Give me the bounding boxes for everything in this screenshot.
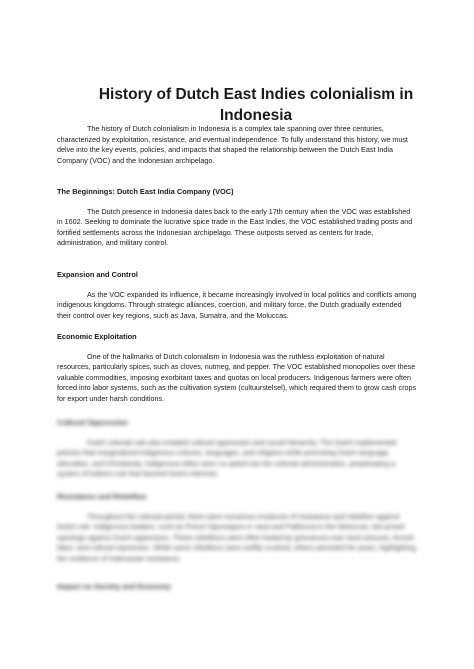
- section-heading: Expansion and Control: [57, 270, 138, 279]
- intro-section: [57, 124, 417, 166]
- blurred-section-cultural: [57, 418, 417, 480]
- blurred-section-resistance: [57, 492, 417, 565]
- section-paragraph: Dutch colonial rule also entailed cultural oppression and social hierarchy. The Dutch implemented policies that marginalized indigenous cultures, languages, and religions while promoting Dutch language, education, and Christianity. Indigenous elites were co-opted into the colonial administration, perpetuating a system of indirect rule that favored Dutch interests.: [57, 437, 397, 479]
- section-heading: Resistance and Rebellion: [57, 492, 147, 501]
- section-heading: Cultural Oppression: [57, 418, 129, 427]
- section-expansion: [57, 270, 417, 321]
- section-paragraph: As the VOC expanded its influence, it became increasingly involved in local politics and conflicts among indigenous kingdoms. Through strategic alliances, coercion, and military force, the Dutch gradually extended their control over key regions, such as Java, Sumatra, and the Moluccas.: [57, 289, 417, 320]
- section-heading: The Beginnings: Dutch East India Company (VOC): [57, 187, 234, 196]
- blurred-section-impact: [57, 582, 417, 593]
- section-paragraph: One of the hallmarks of Dutch colonialism in Indonesia was the ruthless exploitation of natural resources, particularly spices, such as cloves, nutmeg, and pepper. The VOC established monopolies over these valuable commodities, imposing exorbitant taxes and quotas on local producers. Indigenous farmers were often forced into labor systems, such as the cultivation system (cultuurstelsel), which required them to grow cash crops for export under harsh conditions.: [57, 351, 417, 403]
- document-title: History of Dutch East Indies colonialism in Indonesia: [98, 86, 414, 124]
- intro-paragraph: The history of Dutch colonialism in Indonesia is a complex tale spanning over three centuries, characterized by exploitation, resistance, and eventual independence. To fully understand this history, we must delve into the key events, policies, and impacts that shaped the relationship between the Dutch East India Company (VOC) and the Indonesian archipelago.: [57, 124, 408, 165]
- section-paragraph: The Dutch presence in Indonesia dates back to the early 17th century when the VOC was established in 1602. Seeking to dominate the lucrative spice trade in the East Indies, the VOC established trading posts and fortified settlements across the Indonesian archipelago. These outposts served as centers for trade, administration, and military control.: [57, 206, 413, 248]
- section-economic: [57, 332, 417, 404]
- section-paragraph: Throughout the colonial period, there were numerous instances of resistance and rebellion against Dutch rule. Indigenous leaders, such as Prince Diponegoro in Java and Pattimura in the Moluccas, led armed uprisings against Dutch oppression. These rebellions were often fueled by grievances over land seizures, forced labor, and cultural repression. While some rebellions were swiftly crushed, others persisted for years, highlighting the resilience of Indonesian resistance.: [57, 511, 416, 563]
- section-heading: Impact on Society and Economy: [57, 582, 171, 591]
- section-voc: [57, 187, 417, 249]
- section-heading: Economic Exploitation: [57, 332, 137, 341]
